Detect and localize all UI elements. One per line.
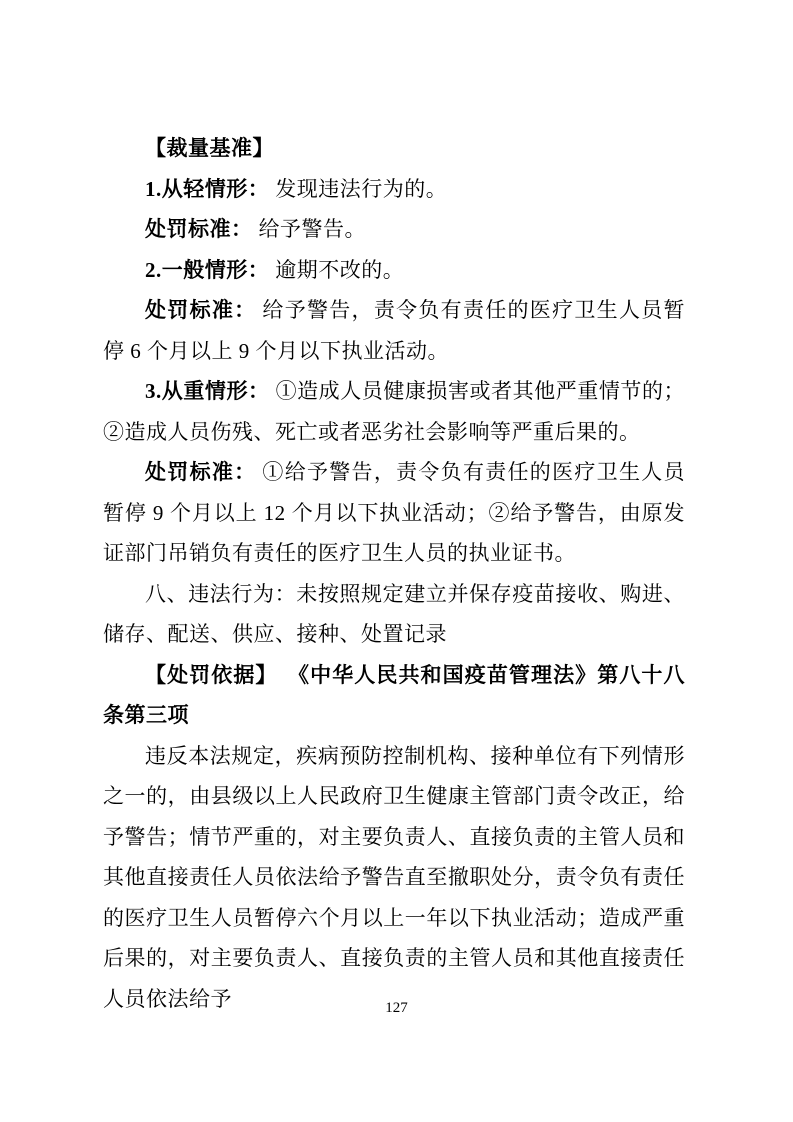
clause-text: 给予警告，责令负有责任的医疗卫生人员暂停 6 个月以上 9 个月以下执业活动。 [103,298,686,363]
clause-label: 3.从重情形： [145,379,270,403]
clause-penalty-standard-1 [103,209,685,250]
clause-general [103,250,685,291]
clause-penalty-standard-2 [103,290,685,371]
violation-paragraph [103,574,685,655]
clause-label: 处罚标准： [145,217,253,241]
clause-label: 处罚标准： [145,460,257,484]
clause-text: 逾期不改的。 [275,257,405,282]
section-heading-text: 【裁量基准】 [145,136,274,160]
document-body [103,128,685,1019]
law-excerpt-paragraph [103,736,685,1020]
section-heading-discretion [103,128,685,169]
clause-text: ①造成人员健康损害或者其他严重情节的；②造成人员伤残、死亡或者恶劣社会影响等严重后果的。 [103,379,685,444]
clause-text: 给予警告。 [258,217,366,241]
basis-heading: 【处罚依据】 [145,662,278,687]
basis-reference: 《中华人民共和国疫苗管理法》第八十八条第三项 [103,662,686,727]
clause-label: 2.一般情形： [145,257,270,282]
page-number: 127 [385,1000,408,1016]
basis-paragraph [103,655,685,736]
clause-text: ①给予警告，责令负有责任的医疗卫生人员暂停 9 个月以上 12 个月以下执业活动；②给予警告，由原发证部门吊销负有责任的医疗卫生人员的执业证书。 [103,460,686,565]
clause-penalty-standard-3 [103,452,685,574]
violation-text: 八、违法行为：未按照规定建立并保存疫苗接收、购进、储存、配送、供应、接种、处置记录 [103,581,685,646]
clause-mitigating [103,169,685,210]
law-excerpt-text: 违反本法规定，疾病预防控制机构、接种单位有下列情形之一的，由县级以上人民政府卫生健康主管部门责令改正，给予警告；情节严重的，对主要负责人、直接负责的主管人员和其他直接责任人员依法给予警告直至撤职处分，责令负有责任的医疗卫生人员暂停六个月以上一年以下执业活动；造成严重后果的，对主要负责人、直接负责的主管人员和其他直接责任人员依法给予 [103,743,685,1011]
clause-aggravating [103,371,685,452]
clause-label: 1.从轻情形： [145,176,270,201]
clause-label: 处罚标准： [145,298,257,322]
clause-text: 发现违法行为的。 [275,176,448,201]
